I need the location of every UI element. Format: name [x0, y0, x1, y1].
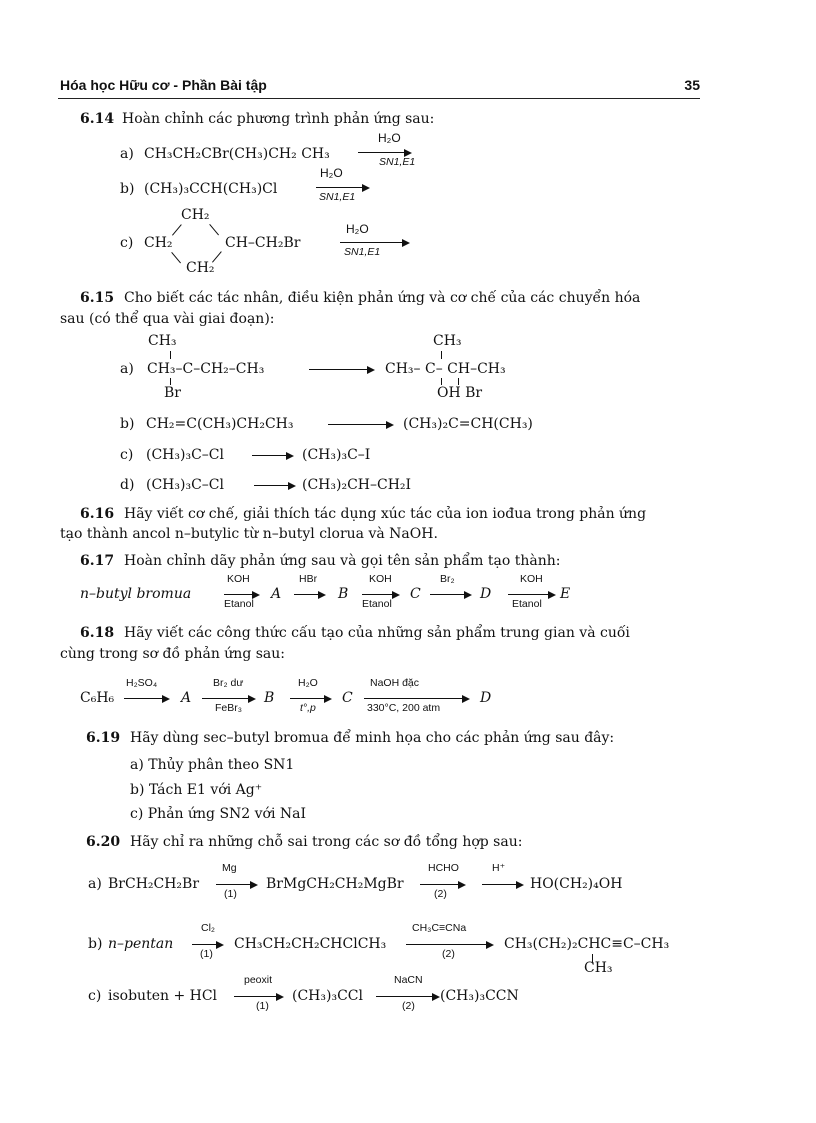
reagent-above: HCHO	[428, 862, 459, 874]
bond-line	[441, 378, 442, 385]
condition-below: Etanol	[362, 598, 392, 610]
ring-ch2-top: CH₂	[181, 207, 210, 223]
reaction-arrow	[234, 996, 282, 997]
bond-line	[441, 351, 442, 359]
bromo-substituent: Br	[164, 385, 181, 401]
reagent-above: HBr	[299, 573, 318, 585]
item-label: c)	[88, 988, 102, 1004]
ring-ch2-bottom: CH₂	[186, 260, 215, 276]
step-number: (2)	[442, 948, 455, 960]
problem-intro: Hãy dùng sec–butyl bromua để minh họa cho các phản ứng sau đây:	[130, 730, 615, 746]
product-e: E	[560, 586, 571, 602]
reagent-above: H₂O	[378, 131, 401, 145]
product-formula: (CH₃)₃CCN	[440, 988, 519, 1004]
step-number: (1)	[256, 1000, 269, 1012]
problem-intro: Hãy chỉ ra những chỗ sai trong các sơ đồ tổng hợp sau:	[130, 834, 523, 850]
reaction-arrow	[224, 594, 258, 595]
intermediate-c: C	[410, 586, 421, 602]
ring-bond	[172, 224, 182, 235]
reaction-arrow	[254, 485, 294, 486]
product-formula: (CH₃)₃C–I	[302, 447, 371, 463]
reaction-arrow	[406, 944, 492, 945]
reaction-arrow	[252, 455, 292, 456]
product-formula: (CH₃)₂CH–CH₂I	[302, 477, 412, 493]
item-label: d)	[120, 477, 135, 493]
reactant-formula: (CH₃)₃C–Cl	[146, 477, 224, 493]
reaction-arrow	[328, 424, 392, 425]
subitem-c: c) Phản ứng SN2 với NaI	[130, 806, 307, 822]
reagent-above: peoxit	[244, 974, 273, 986]
intermediate-formula: BrMgCH₂CH₂MgBr	[266, 876, 404, 892]
methyl-substituent: CH₃	[584, 960, 613, 976]
reaction-arrow	[192, 944, 222, 945]
reaction-arrow	[294, 594, 324, 595]
methyl-substituent: CH₃	[148, 333, 177, 349]
problem-number: 6.14	[80, 111, 115, 127]
reaction-arrow	[124, 698, 168, 699]
reagent-above: H₂O	[346, 222, 369, 236]
reaction-arrow	[482, 884, 522, 885]
reaction-arrow	[358, 152, 410, 153]
problem-text-cont: cùng trong sơ đồ phản ứng sau:	[60, 646, 286, 662]
header-rule	[58, 98, 700, 99]
reagent-above: NaCN	[394, 974, 423, 986]
ring-bond	[171, 252, 181, 263]
reagent-above: Mg	[222, 862, 237, 874]
condition-below: 330°C, 200 atm	[367, 702, 441, 714]
reaction-arrow	[316, 187, 368, 188]
problem-number: 6.20	[86, 834, 121, 850]
condition-below: SN1,E1	[379, 156, 416, 168]
ring-ch2-left: CH₂	[144, 235, 173, 251]
reagent-above: NaOH đặc	[370, 677, 420, 689]
condition-below: SN1,E1	[344, 246, 381, 258]
reagent-above: Br₂ dư	[213, 677, 244, 689]
reaction-arrow	[202, 698, 254, 699]
problem-intro: Cho biết các tác nhân, điều kiện phản ứng và cơ chế của các chuyển hóa	[124, 290, 641, 306]
intermediate-formula: (CH₃)₃CCl	[292, 988, 363, 1004]
reaction-arrow	[290, 698, 330, 699]
condition-below: Etanol	[512, 598, 542, 610]
ring-bond	[209, 224, 219, 235]
starting-material: n–butyl bromua	[80, 586, 192, 602]
subitem-a: a) Thủy phân theo SN1	[130, 757, 295, 773]
condition-below: Etanol	[224, 598, 254, 610]
intermediate-d: D	[480, 586, 492, 602]
reaction-arrow	[309, 369, 373, 370]
item-label: a)	[120, 361, 134, 377]
problem-number: 6.19	[86, 730, 121, 746]
methyl-substituent: CH₃	[433, 333, 462, 349]
bond-line	[170, 378, 171, 385]
reaction-arrow	[362, 594, 398, 595]
problem-number: 6.16	[80, 506, 115, 522]
product-d: D	[480, 690, 492, 706]
intermediate-b: B	[264, 690, 275, 706]
product-formula: (CH₃)₂C=CH(CH₃)	[403, 416, 533, 432]
reagent-above: H⁺	[492, 862, 506, 874]
reaction-arrow	[376, 996, 438, 997]
intermediate-a: A	[271, 586, 282, 602]
running-header	[60, 77, 700, 93]
problem-text: Hãy viết cơ chế, giải thích tác dụng xúc tác của ion iođua trong phản ứng	[124, 506, 647, 522]
condition-below: t°,p	[300, 702, 316, 714]
bond-line	[170, 351, 171, 359]
reaction-arrow	[340, 242, 408, 243]
reagent-above: H₂SO₄	[126, 677, 158, 689]
step-number: (2)	[402, 1000, 415, 1012]
oh-br-substituents: OH Br	[437, 385, 483, 401]
problem-intro-cont: sau (có thể qua vài giai đoạn):	[60, 311, 275, 327]
product-formula: CH₃(CH₂)₂CHC≡C–CH₃	[504, 936, 670, 952]
reactant-formula: CH₂=C(CH₃)CH₂CH₃	[146, 416, 294, 432]
step-number: (1)	[200, 948, 213, 960]
problem-number: 6.15	[80, 290, 115, 306]
reactant-formula: CH₃–C–CH₂–CH₃	[147, 361, 265, 377]
reaction-arrow	[216, 884, 256, 885]
reagent-above: CH₃C≡CNa	[412, 922, 467, 934]
intermediate-b: B	[338, 586, 349, 602]
problem-number: 6.18	[80, 625, 115, 641]
subitem-b: b) Tách E1 với Ag⁺	[130, 782, 263, 798]
reagent-above: KOH	[369, 573, 392, 585]
reactant-formula: (CH₃)₃CCH(CH₃)Cl	[144, 181, 278, 197]
item-label: b)	[120, 181, 135, 197]
problem-number: 6.17	[80, 553, 115, 569]
condition-below: SN1,E1	[319, 191, 356, 203]
reaction-arrow	[420, 884, 464, 885]
item-label: c)	[120, 235, 134, 251]
reaction-arrow	[430, 594, 470, 595]
reagent-above: H₂O	[298, 677, 318, 689]
reagent-above: H₂O	[320, 166, 343, 180]
reactant-formula: n–pentan	[108, 936, 174, 952]
problem-intro: Hoàn chỉnh các phương trình phản ứng sau:	[122, 111, 435, 127]
intermediate-formula: CH₃CH₂CH₂CHClCH₃	[234, 936, 387, 952]
reactant-formula: isobuten + HCl	[108, 988, 218, 1004]
reagent-above: KOH	[520, 573, 543, 585]
product-formula: CH₃– C– CH–CH₃	[385, 361, 506, 377]
header-title: Hóa học Hữu cơ - Phần Bài tập	[60, 77, 267, 93]
reactant-formula: CH₃CH₂CBr(CH₃)CH₂ CH₃	[144, 146, 330, 162]
item-label: c)	[120, 447, 134, 463]
item-label: b)	[88, 936, 103, 952]
item-label: b)	[120, 416, 135, 432]
reaction-arrow	[364, 698, 468, 699]
problem-intro: Hoàn chỉnh dãy phản ứng sau và gọi tên sản phẩm tạo thành:	[124, 553, 561, 569]
reagent-above: Br₂	[440, 573, 455, 585]
reaction-arrow	[508, 594, 554, 595]
item-label: a)	[120, 146, 134, 162]
problem-text-cont: tạo thành ancol n–butylic từ n–butyl clorua và NaOH.	[60, 526, 438, 542]
ring-ch-ch2br: CH–CH₂Br	[225, 235, 301, 251]
product-formula: HO(CH₂)₄OH	[530, 876, 623, 892]
condition-below: FeBr₃	[215, 702, 243, 714]
intermediate-a: A	[181, 690, 192, 706]
reactant-formula: (CH₃)₃C–Cl	[146, 447, 224, 463]
page-number: 35	[684, 77, 700, 93]
step-number: (1)	[224, 888, 237, 900]
problem-text: Hãy viết các công thức cấu tạo của những sản phẩm trung gian và cuối	[124, 625, 630, 641]
reagent-above: Cl₂	[201, 922, 215, 934]
bond-line	[458, 378, 459, 385]
starting-material: C₆H₆	[80, 690, 115, 706]
intermediate-c: C	[342, 690, 353, 706]
reactant-formula: BrCH₂CH₂Br	[108, 876, 200, 892]
reagent-above: KOH	[227, 573, 250, 585]
item-label: a)	[88, 876, 102, 892]
step-number: (2)	[434, 888, 447, 900]
